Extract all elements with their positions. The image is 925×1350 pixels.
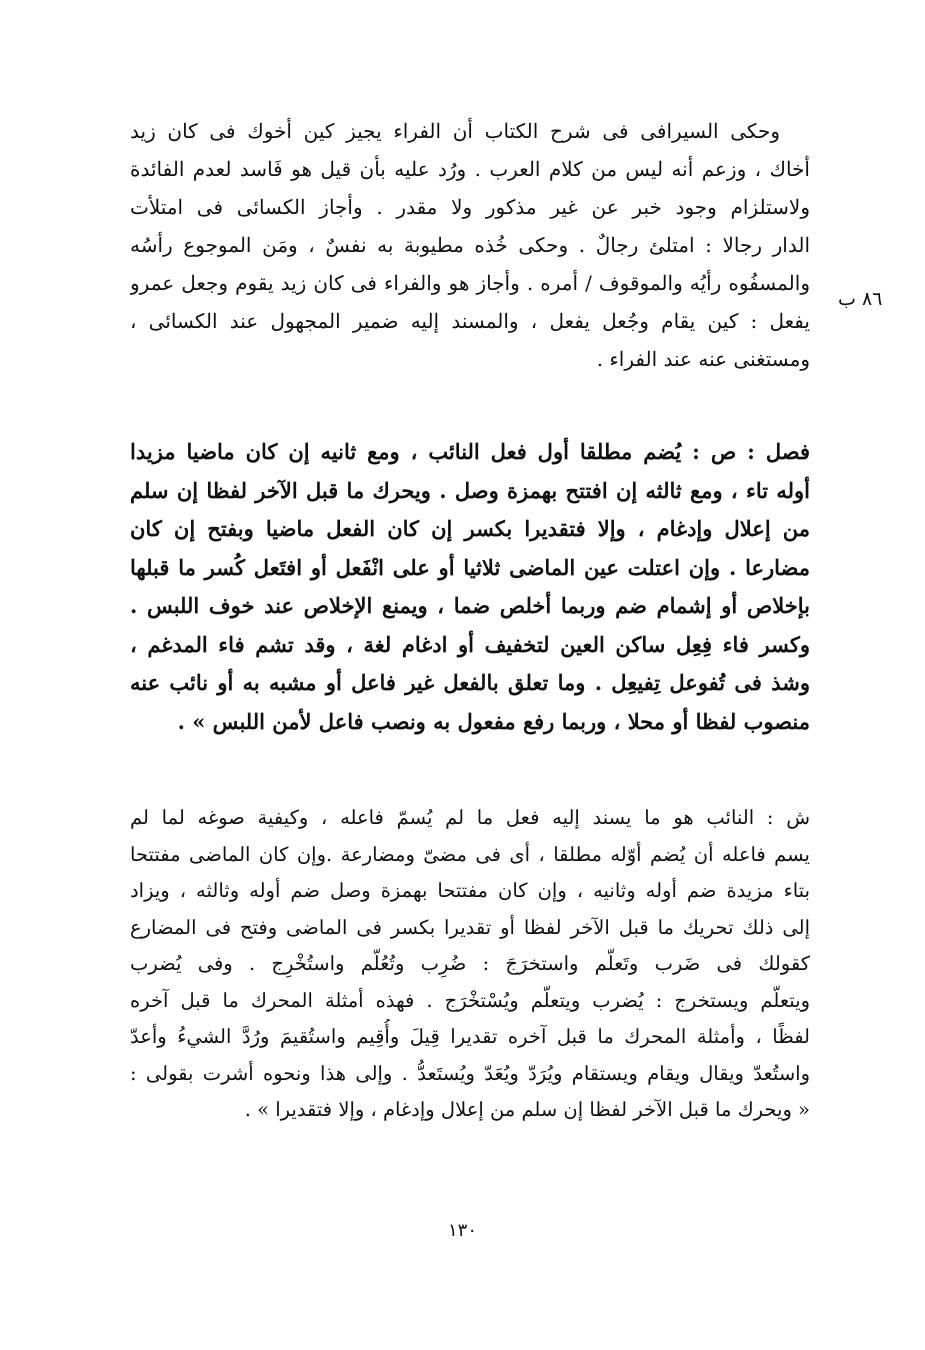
paragraph-fasl-matn	[130, 433, 810, 741]
text-line: والمسفُوه رأيُه والموقوف / أمره . وأجاز هو والفراء فى كان زيد يقوم وجعل عمرو	[130, 271, 810, 295]
text-line: ويتعلّم ويستخرج : يُضرب ويتعلّم ويُسْتخْرَج . فهذه أمثلة المحرك ما قبل آخره	[130, 988, 810, 1012]
text-line: يفعل : كين يقام وجُعل يفعل ، والمسند إليه ضمير المجهول عند الكسائى ،	[130, 309, 810, 333]
text-line: يسم فاعله أن يُضم أوّله مطلقا ، أى فى مضىّ ومضارعة .وإن كان الماضى مفتتحا	[130, 842, 810, 866]
text-line: وحكى السيرافى فى شرح الكتاب أن الفراء يجيز كين أخوك فى كان زيد	[130, 119, 780, 143]
text-line: أخاك ، وزعم أنه ليس من كلام العرب . ورُد عليه بأن قيل هو فَاسد لعدم الفائدة	[130, 157, 810, 181]
text-line: وشذ فى تُفوعل تِفيعِل . وما تعلق بالفعل غير فاعل أو مشبه به أو نائب عنه	[130, 670, 810, 695]
text-line: ومستغنى عنه عند الفراء .	[596, 347, 810, 371]
text-line: فصل : ص : يُضم مطلقا أول فعل النائب ، ومع ثانيه إن كان ماضيا مزيدا	[130, 439, 810, 464]
text-line: ولاستلزام وجود خبر عن غير مذكور ولا مقدر . وأجاز الكسائى فى امتلأت	[130, 195, 810, 219]
text-line: الدار رجالا : امتلئ رجالٌ . وحكى خُذه مطيوبة به نفسٌ ، ومَن الموجوع رأسُه	[130, 233, 810, 257]
folio-margin-note: ٨٦ ب	[838, 288, 883, 310]
text-line: إلى ذلك تحريك ما قبل الآخر لفظا أو تقديرا بكسر فى الماضى وفتح فى المضارع	[130, 915, 810, 939]
paragraph-sharh-commentary	[130, 800, 810, 1129]
text-line: لفظًا ، وأمثلة المحرك ما قبل آخره تقديرا قِيلَ وأُقِيم واستُقيمَ ورُدَّ الشيءُ وأعدّ	[130, 1025, 810, 1048]
text-line: مضارعا . وإن اعتلت عين الماضى ثلاثيا أو على انْفَعل أو افتَعل كُسر ما قبلها	[130, 554, 810, 580]
text-line: ش : النائب هو ما يسند إليه فعل ما لم يُسمّ فاعله ، وكيفية صوغه لما لم	[130, 806, 810, 829]
text-line: بإخلاص أو إشمام ضم وربما أخلص ضما ، ويمنع الإخلاص عند خوف اللبس .	[130, 593, 810, 618]
text-line: وكسر فاء فِعِل ساكن العين لتخفيف أو ادغام لغة ، وقد تشم فاء المدغم ،	[130, 631, 810, 657]
text-line: بتاء مزيدة ضم أوله وثانيه ، وإن كان مفتتحا بهمزة وصل ضم أوله وثالثه ، ويزاد	[130, 879, 810, 902]
text-line: من إعلال وإدغام ، وإلا فتقديرا بكسر إن كان الفعل ماضيا وبفتح إن كان	[130, 516, 810, 541]
text-line: واستُعدّ ويقال ويقام ويستقام ويُرَدّ ويُعَدّ ويُستَعدُّ . وإلى هذا ونحوه أشرت بقولى :	[130, 1061, 810, 1085]
text-line: منصوب لفظا أو محلا ، وربما رفع مفعول به ونصب فاعل لأمن اللبس » .	[177, 708, 810, 734]
text-line: « ويحرك ما قبل الآخر لفظا إن سلم من إعلال وإدغام ، وإلا فتقديرا » .	[244, 1098, 810, 1121]
text-line: أوله تاء ، ومع ثالثه إن افتتح بهمزة وصل . ويحرك ما قبل الآخر لفظا إن سلم	[130, 477, 810, 503]
page-number: ١٣٠	[447, 1220, 477, 1241]
text-line: كقولك فى ضَرب وتَعلّم واستخرَجَ : ضُرِب وتُعُلّم واستُخْرِج . وفى يُضرب	[130, 952, 810, 975]
paragraph-sirafi	[130, 112, 810, 378]
